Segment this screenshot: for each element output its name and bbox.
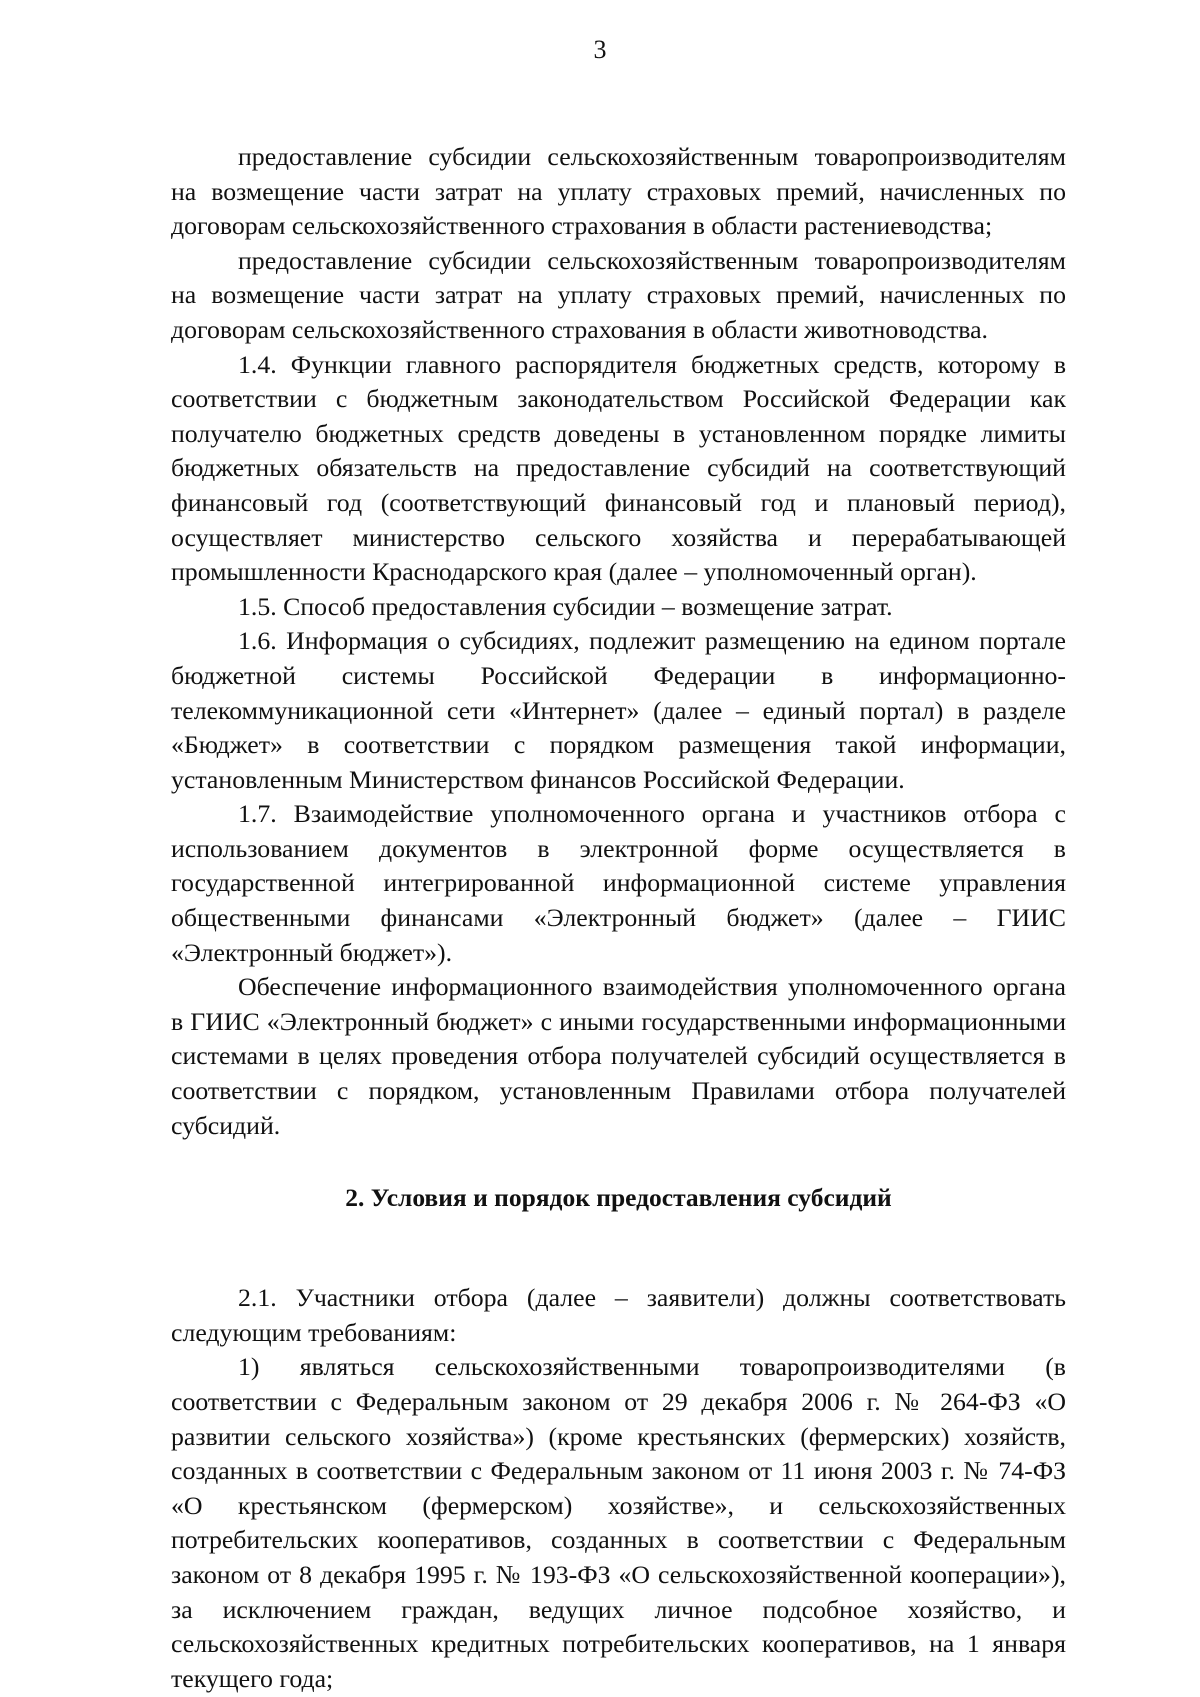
paragraph: 1.5. Способ предоставления субсидии – возмещение затрат. (238, 591, 893, 621)
paragraph: предоставление субсидии сельскохозяйственным товаропроизводителям на возмещение части затрат на уплату страховых премий, начисленных по договорам сельскохозяйственного страхования в области животноводства. (171, 245, 1066, 344)
paragraph: 2.1. Участники отбора (далее – заявители) должны соответствовать следующим требованиям: (171, 1283, 1066, 1347)
paragraph: 1) являться сельскохозяйственными товаропроизводителями (в соответствии с Федеральным законом от 29 декабря 2006 г. № 264-ФЗ «О развитии сельского хозяйства») (кроме крестьянских (фермерских) хозяйств, созданных в соответствии с Федеральным законом от 11 июня 2003 г. № 74-ФЗ «О крестьянском (фермерском) хозяйстве», и сельскохозяйственных потребительских кооперативов, созданных в соответствии с Федеральным законом от 8 декабря 1995 г. № 193-ФЗ «О сельскохозяйственной кооперации»), за исключением граждан, ведущих личное подсобное хозяйство, и сельскохозяйственных кредитных потребительских кооперативов, на 1 января текущего года; (171, 1352, 1066, 1693)
paragraph: предоставление субсидии сельскохозяйственным товаропроизводителям на возмещение части затрат на уплату страховых премий, начисленных по договорам сельскохозяйственного страхования в области растениеводства; (171, 142, 1066, 241)
section-heading: 2. Условия и порядок предоставления субсидий (345, 1183, 892, 1213)
document-body (171, 140, 1066, 1696)
page-number: 3 (593, 35, 607, 64)
paragraph: Обеспечение информационного взаимодействия уполномоченного органа в ГИИС «Электронный бюджет» с иными государственными информационными системами в целях проведения отбора получателей субсидий осуществляется в соответствии с порядком, установленным Правилами отбора получателей субсидий. (171, 972, 1066, 1140)
paragraph: 1.6. Информация о субсидиях, подлежит размещению на едином портале бюджетной системы Российской Федерации в информационно-телекоммуникационной сети «Интернет» (далее – единый портал) в разделе «Бюджет» в соответствии с порядком размещения такой информации, установленным Министерством финансов Российской Федерации. (171, 626, 1066, 794)
paragraph: 1.4. Функции главного распорядителя бюджетных средств, которому в соответствии с бюджетным законодательством Российской Федерации как получателю бюджетных средств доведены в установленном порядке лимиты бюджетных обязательств на предоставление субсидий на соответствующий финансовый год (соответствующий финансовый год и плановый период), осуществляет министерство сельского хозяйства и перерабатывающей промышленности Краснодарского края (далее – уполномоченный орган). (171, 349, 1066, 587)
paragraph: 1.7. Взаимодействие уполномоченного органа и участников отбора с использованием документов в электронной форме осуществляется в государственной интегрированной информационной системе управления общественными финансами «Электронный бюджет» (далее – ГИИС «Электронный бюджет»). (171, 799, 1066, 967)
